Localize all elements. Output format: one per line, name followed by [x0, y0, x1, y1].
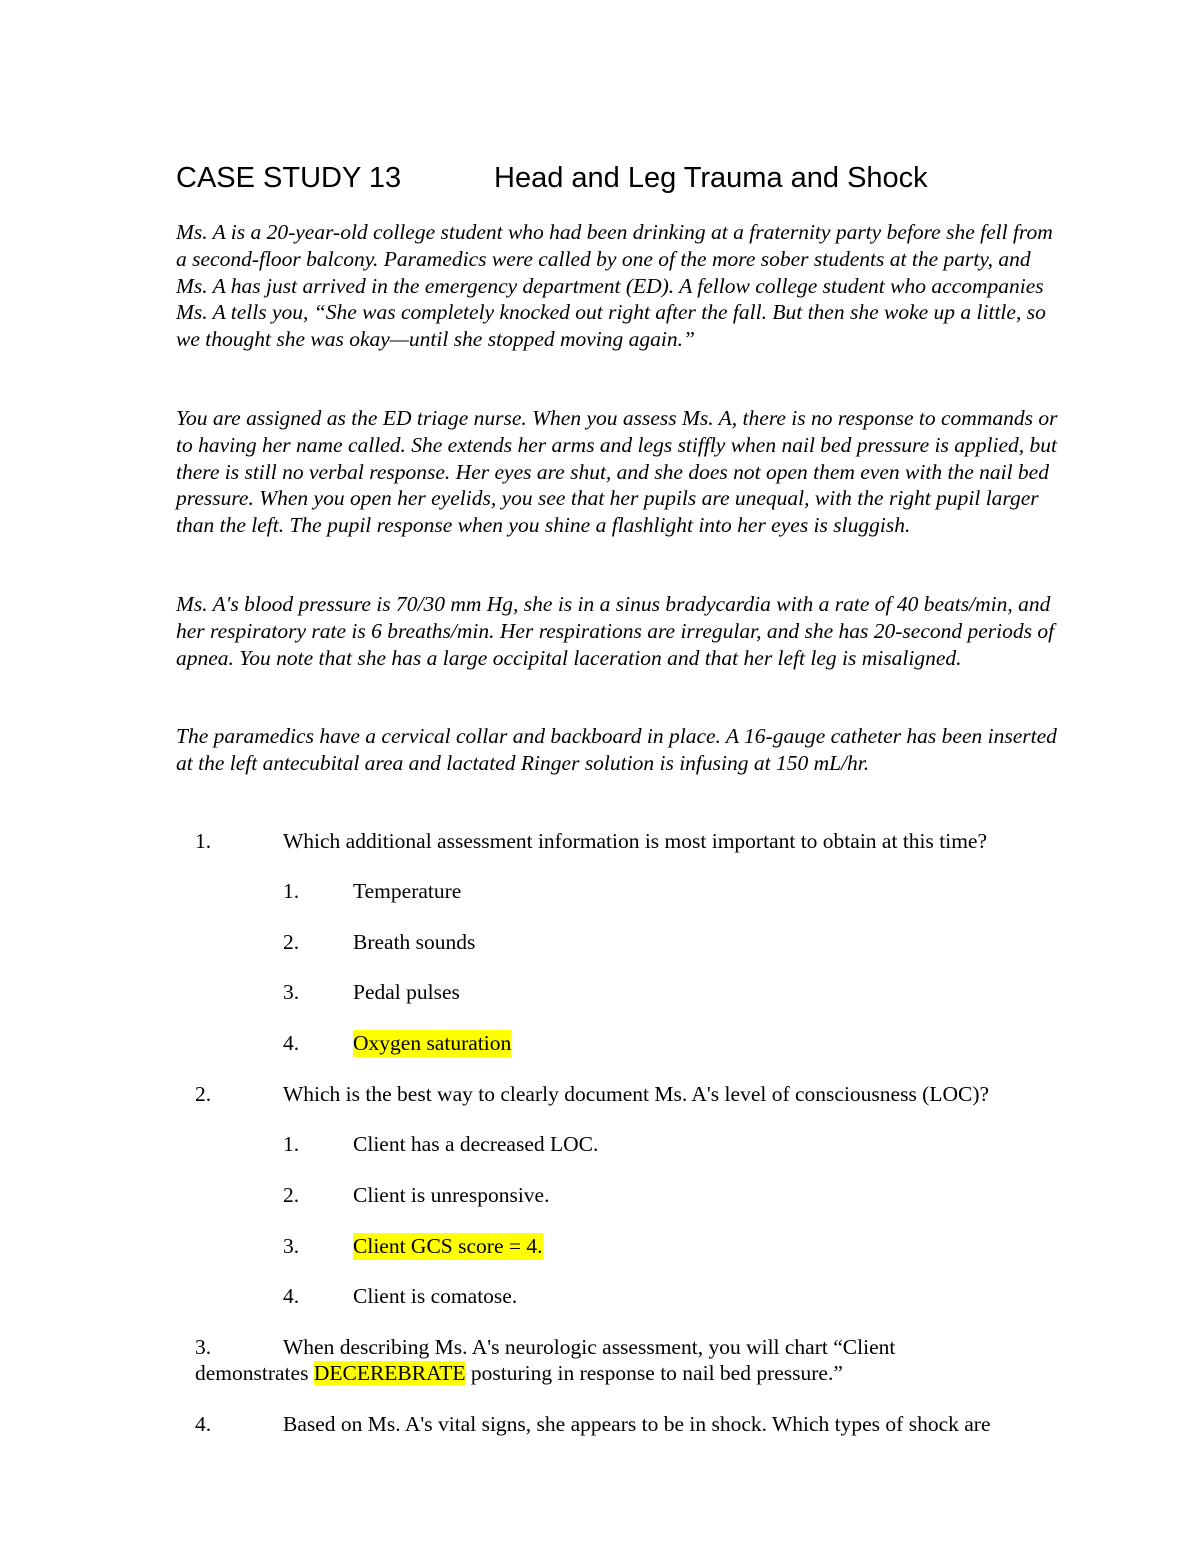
- highlighted-answer: DECEREBRATE: [313, 1361, 466, 1385]
- question-text: When describing Ms. A's neurologic assessment, you will chart “Client: [283, 1335, 896, 1359]
- option-number: 1.: [283, 1132, 300, 1156]
- scenario-paragraph-2: You are assigned as the ED triage nurse. When you assess Ms. A, there is no response to commands or to having her name called. She extends her arms and legs stiffly when nail bed pressure is applied, but there is still no verbal response. Her eyes are shut, and she does not open them even with the nail bed pressure. When you open her eyelids, you see that her pupils are unequal, with the right pupil larger than the left. The pupil response when you shine a flashlight into her eyes is sluggish.: [176, 406, 1058, 538]
- question-4: [0, 1411, 1200, 1438]
- answer-option: [0, 1182, 1200, 1209]
- option-text: Client has a decreased LOC.: [353, 1132, 599, 1156]
- option-number: 4.: [283, 1031, 300, 1055]
- question-text: Based on Ms. A's vital signs, she appears to be in shock. Which types of shock are: [283, 1412, 991, 1436]
- question-text-continued: [195, 1360, 843, 1387]
- highlighted-answer: Oxygen saturation: [353, 1031, 512, 1055]
- answer-option-highlighted: [0, 1030, 1200, 1057]
- question-number: 2.: [195, 1082, 212, 1106]
- text-segment: demonstrates: [195, 1361, 314, 1385]
- answer-option: [0, 878, 1200, 905]
- question-number: 1.: [195, 829, 212, 853]
- option-text: Temperature: [353, 879, 462, 903]
- answer-option: [0, 979, 1200, 1006]
- question-1: [0, 828, 1200, 855]
- option-text: Client is unresponsive.: [353, 1183, 550, 1207]
- option-text: Client is comatose.: [353, 1284, 518, 1308]
- answer-option: [0, 929, 1200, 956]
- question-text: Which additional assessment information is most important to obtain at this time?: [283, 829, 988, 853]
- text-segment: posturing in response to nail bed pressure.”: [465, 1361, 843, 1385]
- question-number: 4.: [195, 1412, 212, 1436]
- question-2: [0, 1081, 1200, 1108]
- highlighted-answer: Client GCS score = 4.: [353, 1234, 543, 1258]
- option-number: 4.: [283, 1284, 300, 1308]
- question-3: [0, 1334, 1200, 1361]
- page-title: [176, 158, 928, 198]
- answer-option: [0, 1283, 1200, 1310]
- case-topic: Head and Leg Trauma and Shock: [494, 162, 928, 194]
- option-text: Pedal pulses: [353, 980, 460, 1004]
- scenario-paragraph-1: Ms. A is a 20-year-old college student who had been drinking at a fraternity party before she fell from a second-floor balcony. Paramedics were called by one of the more sober students at the party, and Ms. A has just arrived in the emergency department (ED). A fellow college student who accompanies Ms. A tells you, “She was completely knocked out right after the fall. But then she woke up a little, so we thought she was okay—until she stopped moving again.”: [176, 220, 1053, 352]
- option-number: 3.: [283, 1234, 300, 1258]
- answer-option: [0, 1131, 1200, 1158]
- option-number: 1.: [283, 879, 300, 903]
- question-text: Which is the best way to clearly document Ms. A's level of consciousness (LOC)?: [283, 1082, 990, 1106]
- scenario-paragraph-3: Ms. A's blood pressure is 70/30 mm Hg, she is in a sinus bradycardia with a rate of 40 beats/min, and her respiratory rate is 6 breaths/min. Her respirations are irregular, and she has 20-second periods of apnea. You note that she has a large occipital laceration and that her left leg is misaligned.: [176, 592, 1055, 670]
- option-number: 2.: [283, 930, 300, 954]
- option-text: Breath sounds: [353, 930, 476, 954]
- option-number: 2.: [283, 1183, 300, 1207]
- answer-option-highlighted: [0, 1233, 1200, 1260]
- question-3-continuation: [0, 1360, 1200, 1387]
- option-number: 3.: [283, 980, 300, 1004]
- case-number: CASE STUDY 13: [176, 162, 402, 194]
- scenario-paragraph-4: The paramedics have a cervical collar and backboard in place. A 16-gauge catheter has been inserted at the left antecubital area and lactated Ringer solution is infusing at 150 mL/hr.: [176, 724, 1057, 775]
- question-number: 3.: [195, 1335, 212, 1359]
